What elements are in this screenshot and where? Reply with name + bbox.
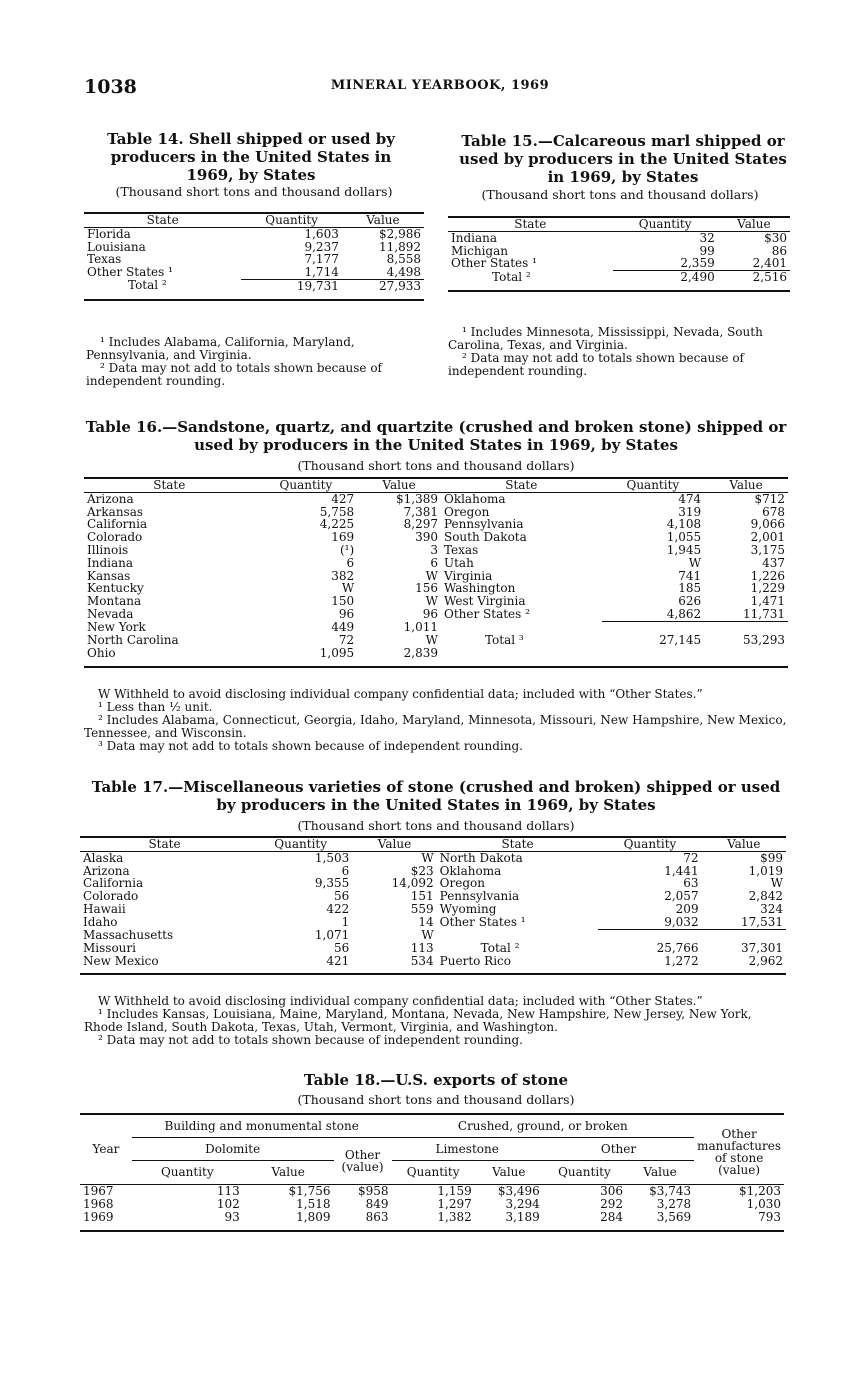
table-row: Nevada 96 96 Other States ² 4,862 11,731	[87, 606, 785, 621]
table-row: Other States ¹ 1,714 4,498	[87, 265, 421, 280]
table-row: Alaska 1,503 W North Dakota 72 $99	[83, 850, 783, 865]
table14-title: Table 14. Shell shipped or used by producers in the United States in 1969, by States	[107, 130, 395, 184]
table-row: New Mexico 421 534 Puerto Rico 1,272 2,962	[83, 953, 783, 968]
table-row: Massachusetts 1,071 W	[80, 929, 786, 942]
table-row: Louisiana 9,237 11,892	[87, 239, 421, 254]
table16: State Quantity Value State Quantity Value Arizona 427 $1,389 Oklahoma 474 $712 Arkansas 5,758 7,381 Oregon 319 678 California 4,225 8,297 Pennsylvania 4,108 9,066 Colorado 169 390 South Dakota 1,055 2,001 Illinois (¹) 3 Texas 1,945 3,175 Indiana 6 6 Utah W 437 Kansas 382 W Virginia 741 1,226 Kentucky W 156 Washington 185 1,229 Montana 150 W West Virginia 626 1,471 Nevada 96 96 Other States ² 4,862 11,731 New York 449 1,011 North Carolina 72 W Total ³ 27,145 53,293 Ohio 1,095 2,839	[84, 477, 788, 668]
table-row: Kansas 382 W Virginia 741 1,226	[87, 568, 785, 583]
table-row: Illinois (¹) 3 Texas 1,945 3,175	[87, 542, 785, 557]
total-row: Total ² 19,731 27,933	[84, 279, 424, 299]
table-row: Indiana 6 6 Utah W 437	[87, 555, 785, 570]
table-row: Colorado 56 151 Pennsylvania 2,057 2,842	[83, 889, 783, 904]
table-row: North Carolina 72 W Total ³ 27,145 53,293	[87, 633, 785, 648]
table17-title: Table 17.—Miscellaneous varieties of stone (crushed and broken) shipped or used by producers in the United States in 1969, by States	[91, 778, 781, 814]
table15-title: Table 15.—Calcareous marl shipped or used by producers in the United States in 1969, by States	[459, 132, 787, 186]
table18-title: Table 18.—U.S. exports of stone	[303, 1071, 569, 1089]
col-header-value: Value	[718, 217, 790, 231]
table14-subtitle: (Thousand short tons and thousand dollars)	[115, 184, 393, 199]
table-row: Arkansas 5,758 7,381 Oregon 319 678	[87, 504, 785, 519]
table-row: Texas 7,177 8,558	[87, 252, 421, 267]
table-row: Michigan 99 86	[451, 243, 787, 258]
table-row: Colorado 169 390 South Dakota 1,055 2,001	[87, 530, 785, 545]
table-row: California 4,225 8,297 Pennsylvania 4,108 9,066	[87, 517, 785, 532]
table15-notes: ¹ Includes Minnesota, Mississippi, Nevada, South Carolina, Texas, and Virginia. ² Data may not add to totals shown because of independent rounding.	[448, 325, 763, 378]
table-row: Arizona 427 $1,389 Oklahoma 474 $712	[87, 491, 785, 506]
table-row: 1969 93 1,809 863 1,382 3,189 284 3,569 793	[83, 1209, 781, 1224]
table16-subtitle: (Thousand short tons and thousand dollars)	[297, 458, 575, 473]
col-header-quantity: Quantity	[241, 213, 341, 227]
table-row: Ohio 1,095 2,839	[87, 645, 438, 660]
table16-title: Table 16.—Sandstone, quartz, and quartzite (crushed and broken stone) shipped or used by producers in the United States in 1969, by States	[85, 418, 787, 454]
table-row: 1967 113 $1,756 $958 1,159 $3,496 306 $3,743 $1,203	[83, 1184, 781, 1199]
table17-notes: W Withheld to avoid disclosing individual company confidential data; included with “Other States.” ¹ Includes Kansas, Louisiana, Maine, Maryland, Montana, Nevada, New Hampshire, New Jersey, New York, Rhode Island, South Dakota, Texas, Utah, Vermont, Virginia, and Washington. ² Data may not add to totals shown because of independent rounding.	[84, 994, 752, 1047]
table-row: Other States ¹ 2,359 2,401	[451, 256, 787, 271]
table-row: 1968 102 1,518 849 1,297 3,294 292 3,278 1,030	[83, 1197, 781, 1212]
table-row: Montana 150 W West Virginia 626 1,471	[87, 594, 785, 609]
table16-notes: W Withheld to avoid disclosing individual company confidential data; included with “Other States.” ¹ Less than ½ unit. ² Includes Alabama, Connecticut, Georgia, Idaho, Maryland, Minnesota, Missouri, New Hampshire, New Mexico, Tennessee, and Wisconsin. ³ Data may not add to totals shown because of independent rounding.	[84, 687, 787, 753]
col-header-quantity: Quantity	[613, 217, 718, 231]
table-row: Missouri 56 113 Total ² 25,766 37,301	[83, 940, 783, 955]
table15	[448, 216, 790, 292]
table-row: New York 449 1,011	[84, 621, 788, 634]
table-row: Florida 1,603 $2,986	[87, 226, 421, 241]
table18: Year Building and monumental stone Crushed, ground, or broken Other manufactures of stone (value) Dolomite Other (value) Limestone Other Quantity Value Quantity Value Quantity Value 1967 113 $1,756 $958 1,159 $3,496 306 $3,743 $1,203 1968 102 1,518 849 1,297 3,294 292 3,278 1,030 1969 93 1,809 863 1,382 3,189 284 3,569 793	[80, 1113, 784, 1232]
table14	[84, 212, 424, 301]
table-row: Idaho 1 14 Other States ¹ 9,032 17,531	[83, 914, 783, 929]
running-head: MINERAL YEARBOOK, 1969	[330, 78, 550, 93]
table15-subtitle: (Thousand short tons and thousand dollars)	[481, 187, 759, 202]
table-row: California 9,355 14,092 Oregon 63 W	[83, 876, 783, 891]
table-row: Arizona 6 $23 Oklahoma 1,441 1,019	[83, 863, 783, 878]
col-header-year: Year	[80, 1114, 132, 1185]
table18-subtitle: (Thousand short tons and thousand dollars)	[297, 1092, 575, 1107]
table17: State Quantity Value State Quantity Value Alaska 1,503 W North Dakota 72 $99 Arizona 6 $23 Oklahoma 1,441 1,019 California 9,355 14,092 Oregon 63 W Colorado 56 151 Pennsylvania 2,057 2,842 Hawaii 422 559 Wyoming 209 324 Idaho 1 14 Other States ¹ 9,032 17,531 Massachusetts 1,071 W Missouri 56 113 Total ² 25,766 37,301 New Mexico 421 534 Puerto Rico 1,272 2,962	[80, 836, 786, 975]
table-row: Indiana 32 $30	[451, 230, 787, 245]
total-row: Total ² 2,490 2,516	[448, 271, 790, 291]
col-header-state: State	[448, 217, 613, 231]
table-row: Kentucky W 156 Washington 185 1,229	[87, 581, 785, 596]
table17-subtitle: (Thousand short tons and thousand dollars)	[297, 818, 575, 833]
table14-notes: ¹ Includes Alabama, California, Maryland, Pennsylvania, and Virginia. ² Data may not add to totals shown because of independent rounding.	[86, 335, 382, 388]
page-number: 1038	[84, 76, 137, 98]
col-header-state: State	[84, 213, 241, 227]
col-header-value: Value	[342, 213, 424, 227]
table-row: Hawaii 422 559 Wyoming 209 324	[83, 901, 783, 916]
